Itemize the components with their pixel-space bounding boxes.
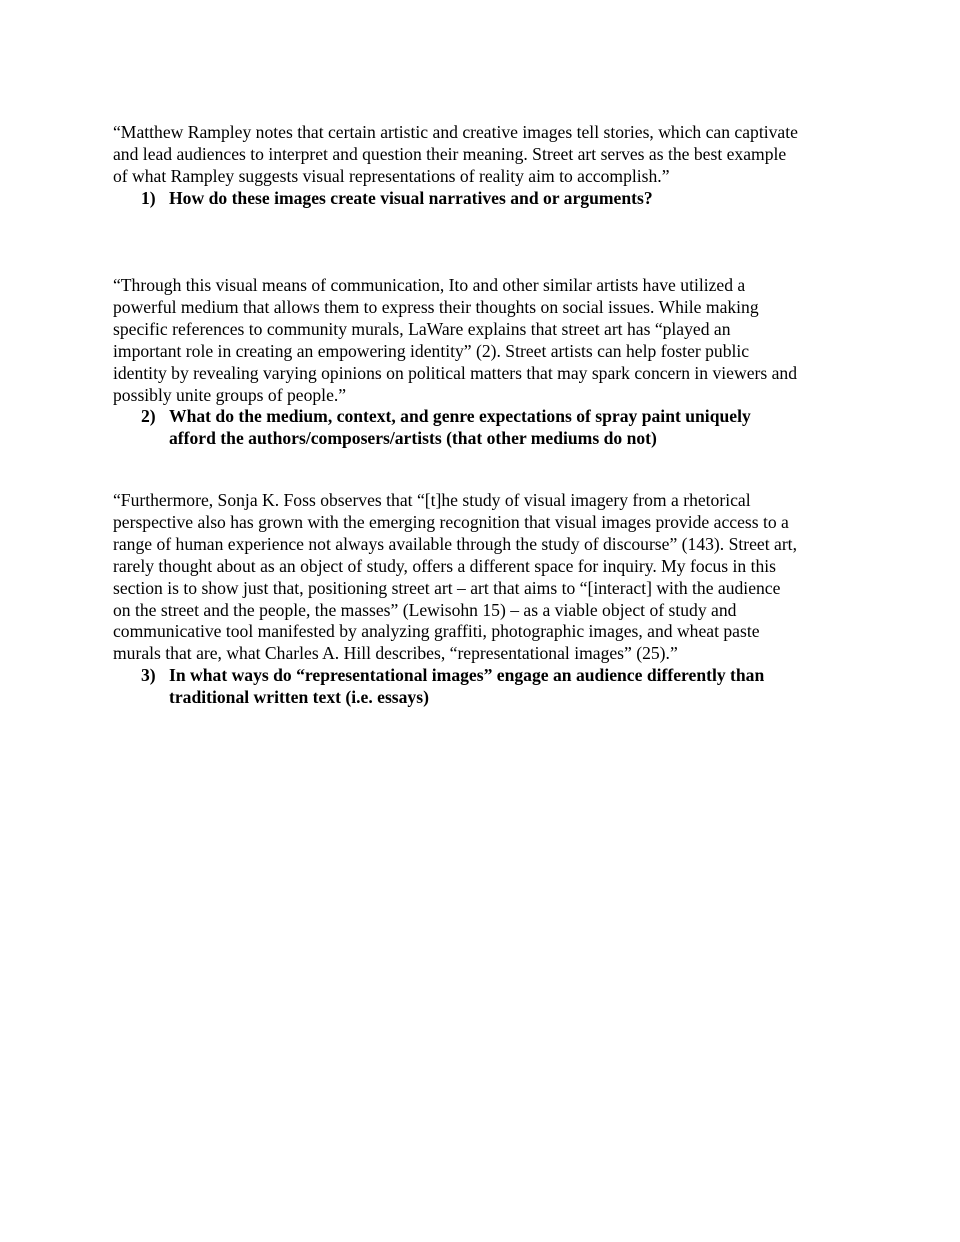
question-line: traditional written text (i.e. essays) bbox=[169, 687, 429, 708]
quote-paragraph bbox=[113, 275, 853, 406]
quote-line: “Furthermore, Sonja K. Foss observes that “[t]he study of visual imagery from a rhetorical bbox=[113, 490, 751, 510]
question-text bbox=[169, 665, 764, 709]
quote-paragraph bbox=[113, 122, 853, 188]
question-item bbox=[113, 665, 853, 709]
quote-line: important role in creating an empowering identity” (2). Street artists can help foster public bbox=[113, 340, 750, 361]
quote-line: on the street and the people, the masses” (Lewisohn 15) – as a viable object of study and bbox=[113, 599, 737, 620]
quote-line: “Through this visual means of communication, Ito and other similar artists have utilized a bbox=[113, 275, 746, 295]
quote-line: of what Rampley suggests visual representations of reality aim to accomplish.” bbox=[113, 165, 670, 186]
question-item bbox=[113, 188, 853, 210]
question-line: afford the authors/composers/artists (that other mediums do not) bbox=[169, 428, 657, 449]
quote-line: possibly unite groups of people.” bbox=[113, 384, 347, 405]
quote-line: specific references to community murals, LaWare explains that street art has “played an bbox=[113, 318, 731, 339]
question-line: What do the medium, context, and genre expectations of spray paint uniquely bbox=[169, 406, 751, 427]
question-item bbox=[113, 406, 853, 450]
quote-line: and lead audiences to interpret and question their meaning. Street art serves as the best example bbox=[113, 143, 787, 164]
question-line: How do these images create visual narratives and or arguments? bbox=[169, 187, 653, 208]
quote-line: rarely thought about as an object of study, offers a different space for inquiry. My focus in this bbox=[113, 555, 777, 576]
quote-line: “Matthew Rampley notes that certain artistic and creative images tell stories, which can captivate bbox=[113, 122, 798, 142]
quote-line: communicative tool manifested by analyzing graffiti, photographic images, and wheat paste bbox=[113, 621, 760, 642]
question-text bbox=[169, 406, 751, 450]
section-1 bbox=[113, 122, 853, 210]
quote-paragraph bbox=[113, 490, 853, 665]
quote-line: powerful medium that allows them to express their thoughts on social issues. While making bbox=[113, 296, 759, 317]
quote-line: murals that are, what Charles A. Hill describes, “representational images” (25).” bbox=[113, 643, 678, 664]
question-line: In what ways do “representational images” engage an audience differently than bbox=[169, 665, 765, 686]
quote-line: section is to show just that, positioning street art – art that aims to “[interact] with the audience bbox=[113, 577, 781, 598]
question-number: 2) bbox=[141, 406, 156, 427]
section-3 bbox=[113, 490, 853, 709]
quote-line: range of human experience not always available through the study of discourse” (143). Street art, bbox=[113, 533, 797, 554]
question-number: 3) bbox=[141, 665, 156, 686]
section-2 bbox=[113, 275, 853, 450]
question-text bbox=[169, 188, 653, 210]
quote-line: identity by revealing varying opinions on political matters that may spark concern in viewers and bbox=[113, 362, 798, 383]
question-number: 1) bbox=[141, 187, 156, 208]
quote-line: perspective also has grown with the emerging recognition that visual images provide access to a bbox=[113, 511, 789, 532]
